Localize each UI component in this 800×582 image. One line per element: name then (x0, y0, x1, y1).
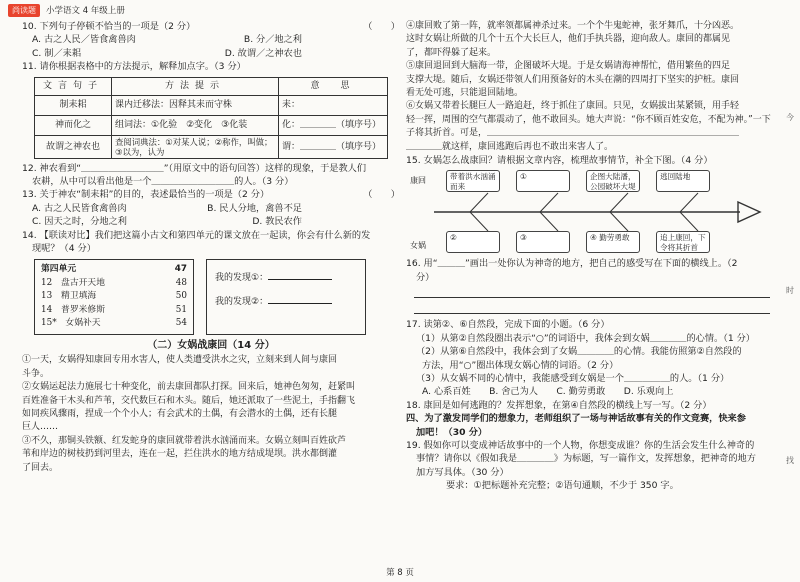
table-row: 神而化之 组词法：①化验 ②变化 ③化装 化：＿＿＿＿（填序号） (35, 115, 388, 135)
margin-mark: 找 (786, 456, 794, 465)
table-row: 制耒耜 课内迁移法：因释其耒而守株 耒： (35, 95, 388, 115)
q13-options-2: C. 因天之时，分地之利 D. 教民农作 (32, 216, 302, 228)
answer-cell[interactable]: 化：＿＿＿＿（填序号） (279, 115, 388, 135)
page-number: 第 8 页 (386, 568, 414, 578)
q14-boxes (34, 259, 400, 335)
brand-logo: 尚读题 (8, 4, 40, 17)
fish-box[interactable]: ② (446, 231, 500, 253)
fish-box: 追上康回，下令将其折首 (656, 231, 710, 253)
q17-options: A. 心系百姓 B. 舍己为人 C. 勤劳勇敢 D. 乐观向上 (422, 386, 674, 398)
answer-cell[interactable]: 耒： (279, 95, 388, 115)
q10-stem: 10. 下列句子停顿不恰当的一项是（2 分） （ ） (22, 21, 400, 32)
q10-options-2: C. 制／耒耜 D. 故谓／之神农也 (32, 47, 302, 59)
answer-line[interactable] (414, 300, 770, 314)
q12-line1: 12. 神农看到“＿＿＿＿＿＿＿＿＿”（用原文中的语句回答）这样的现象，于是教人们 (22, 162, 367, 174)
fish-box[interactable]: ③ (516, 231, 570, 253)
table-row: 故谓之神农也 查阅词典法：①对某人说；②称作，叫做；③以为，认为 谓：＿＿＿＿（填序号） (35, 135, 388, 158)
q15-stem: 15. 女娲怎么战康回？请根据文章内容，梳理故事情节，补全下图。（4 分） (406, 155, 713, 167)
table-header-row: 文言句子 方法提示 意 思 (35, 77, 388, 95)
q10-options-1: A. 古之人民／皆食禽兽肉 B. 分／地之利 (32, 34, 302, 46)
unit-contents-box (34, 259, 194, 335)
right-column (406, 20, 778, 493)
nvwa-label: 女娲 (410, 241, 426, 251)
q19-line1: 19. 假如你可以变成神话故事中的一个人物，你想变成谁？你的生活会发生什么神奇的 (406, 439, 755, 451)
discovery-box (206, 259, 366, 335)
essay-requirement: 要求：①把标题补充完整；②语句通顺，不少于 350 字。 (446, 480, 679, 492)
answer-cell[interactable]: 谓：＿＿＿＿（填序号） (279, 135, 388, 158)
margin-mark: 时 (786, 286, 794, 295)
fish-box[interactable]: ① (516, 170, 570, 192)
toc-item: 14 普罗米修斯 51 (41, 304, 187, 315)
q17-part2-cont: 方法，用“○”圈出体现女娲心情的词语。（2 分） (422, 359, 619, 371)
fish-box: 企图大陆潘，公园破坏大堤 (586, 170, 640, 192)
toc-item: 13 精卫填海 50 (41, 291, 187, 302)
section-title: （二）女娲战康回（14 分） (147, 339, 275, 351)
page-header (8, 3, 125, 17)
fish-box: 逃回陆地 (656, 170, 710, 192)
discovery-1[interactable]: 我的发现①： (215, 266, 357, 290)
answer-line[interactable] (414, 284, 770, 298)
q17-part3: （3）从女娲不同的心情中，我能感受到女娲是一个＿＿＿＿＿的人。（1 分） (416, 372, 730, 384)
q13-options-1: A. 古之人民皆食禽兽肉 B. 民人分地，禽兽不足 (32, 202, 302, 214)
q13-stem: 13. 关于神农“制耒耜”的目的，表述最恰当的一项是（2 分） （ ） (22, 189, 400, 201)
story-passage: ①一天，女娲得知康回专用水害人，使人类遭受洪水之灾，立刻来到人间与康回 斗争。 ②女娲运起法力施展七十种变化，前去康回都队打探。回来后，她神色匆匆，赶紧叫 百姓准备干木头和芦苇，交代数巨石和木头。随后，她还派取了一些泥土，手指翻飞 如同疾风骤雨，捏成一个个小人；有会武术的土偶，有会潜水的土偶，还有长腿 巨人…… ③不久，那铜头铁额、红发蛇身的康回就带着洪水汹涌而来。女娲立刻叫百姓砍芦 苇和岸边的树枝扔到河里去，连在一起，拦住洪水的地方结成堤坝。洪水都倒灌 了回去。 (22, 355, 356, 473)
q17-part1: （1）从第②自然段圈出表示“○”的词语中，我体会到女娲＿＿＿＿的心情。（1 分） (416, 332, 755, 344)
story-passage-cont: ④康回败了第一阵，就率领都属神杀过来。一个个牛鬼蛇神，张牙舞爪，十分凶恶。 这时女娲让所做的几个十五个大长巨人，他们手执兵器，迎向敌人。康回的都属见 了，都吓得躲了起来。 ⑤康回退回到大脑海一带，企图破坏大堤。于是女娲请海神帮忙，借用繁鱼的四足 支撑大堤。随后，女娲还带领人们用预备好的木头在潮的四周打下坚实的护桩。康回 看无处可逃，只能退回陆地。 ⑥女娲又带着长腿巨人一路追赶，终于抓住了康回。只见，女娲拔出某紧锁，用手轻 轻一挥，周围的空气都震动了，他不敢回头。她大声说：“你不顾百姓安危，不配为神。”一下 子将其折首。可是，＿＿＿＿＿＿＿＿＿＿＿＿＿＿＿＿＿＿＿＿＿＿＿＿＿＿＿＿ ＿＿＿＿就这样，康回逃跑后再也不敢出来害人了。 (406, 21, 771, 152)
q17-part2: （2）从第⑥自然段中，我体会到了女娲＿＿＿＿的心情。我能仿照第②自然段的 (416, 346, 742, 358)
fishbone-diagram (410, 169, 772, 255)
part4-line1: 四、为了激发同学们的想象力，老师组织了一场与神话故事有关的作文竞赛，快来参 (406, 413, 746, 425)
q16-line2: 分） (416, 271, 435, 283)
margin-mark: 今 (786, 113, 794, 122)
q19-line2: 事情？请你以《假如我是＿＿＿＿》为标题，写一篇作文，发挥想象，把神奇的地方 (416, 453, 756, 465)
fish-box[interactable]: ④ 勤劳勇敢 (586, 231, 640, 253)
toc-title: 第四单元 47 (41, 264, 187, 275)
part4-line2: 加吧！（30 分） (416, 426, 488, 438)
q17-stem: 17. 读第②、⑥自然段，完成下面的小题。（6 分） (406, 319, 610, 331)
q14-line1: 14. 【联读对比】我们把这篇小古文和第四单元的课文放在一起读，你会有什么新的发 (22, 229, 371, 241)
q11-table (34, 77, 388, 159)
q11-stem: 11. 请你根据表格中的方法提示，解释加点字。（3 分） (22, 61, 246, 73)
fish-box: 带着洪水汹涌而来 (446, 170, 500, 192)
book-title: 小学语文 4 年级上册 (46, 6, 125, 16)
q12-line2: 农耕，从中可以看出他是一个＿＿＿＿＿＿＿＿＿的人。（3 分） (32, 176, 294, 188)
left-column (22, 20, 400, 475)
kanghui-label: 康回 (410, 176, 426, 186)
toc-item: 15* 女娲补天 54 (41, 318, 187, 329)
q19-line3: 加方写具体。（30 分） (416, 466, 509, 478)
toc-item: 12 盘古开天地 48 (41, 277, 187, 288)
q16-line1: 16. 用“＿＿＿”画出一处你认为神奇的地方，把自己的感受写在下面的横线上。（2 (406, 258, 738, 270)
discovery-2[interactable]: 我的发现②： (215, 290, 357, 314)
q18-stem: 18. 康回是如何逃跑的？发挥想象，在第④自然段的横线上写一写。（2 分） (406, 399, 712, 411)
q14-line2: 现呢？（4 分） (32, 243, 96, 255)
